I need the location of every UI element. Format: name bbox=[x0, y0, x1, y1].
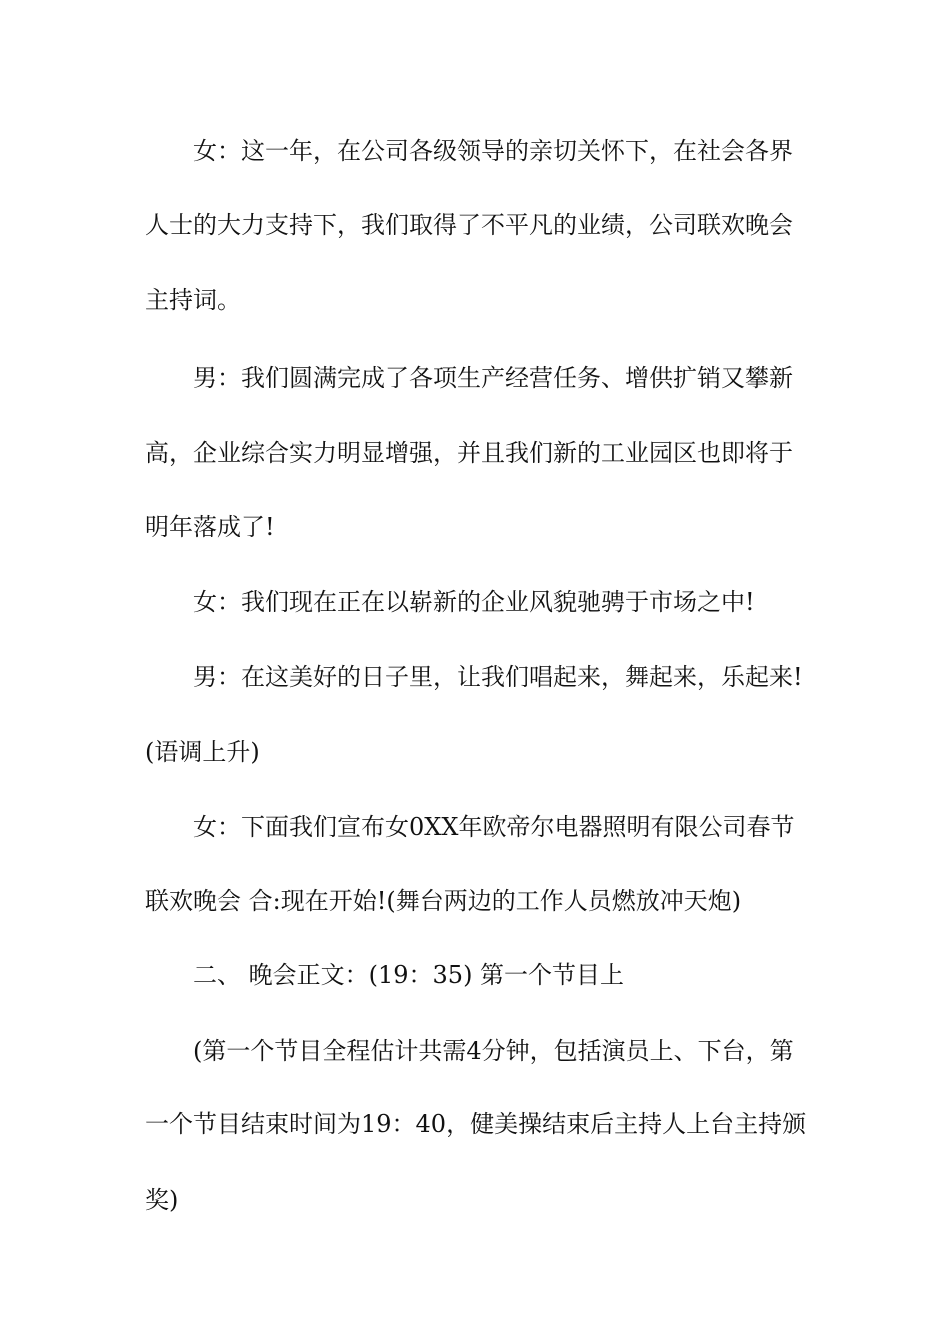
paragraph-line: 奖) bbox=[145, 1186, 179, 1214]
paragraph-line: 主持词。 bbox=[145, 286, 241, 314]
paragraph-line: 女：这一年，在公司各级领导的亲切关怀下，在社会各界 bbox=[193, 137, 793, 165]
paragraph-line: (语调上升) bbox=[145, 738, 260, 766]
paragraph-line: (第一个节目全程估计共需4分钟，包括演员上、下台，第 bbox=[193, 1037, 794, 1065]
paragraph-line: 人士的大力支持下，我们取得了不平凡的业绩，公司联欢晚会 bbox=[145, 211, 793, 239]
paragraph-line: 联欢晚会 合:现在开始!(舞台两边的工作人员燃放冲天炮) bbox=[145, 887, 742, 915]
paragraph-line: 一个节目结束时间为19：40，健美操结束后主持人上台主持颁 bbox=[145, 1110, 807, 1138]
paragraph-line: 男：我们圆满完成了各项生产经营任务、增供扩销又攀新 bbox=[193, 364, 793, 392]
paragraph-line: 女：我们现在正在以崭新的企业风貌驰骋于市场之中! bbox=[193, 588, 755, 616]
paragraph-line: 男：在这美好的日子里，让我们唱起来，舞起来，乐起来! bbox=[193, 663, 803, 691]
paragraph-line: 女：下面我们宣布女0XX年欧帝尔电器照明有限公司春节 bbox=[193, 813, 795, 841]
section-heading-line: 二、 晚会正文：(19：35) 第一个节目上 bbox=[193, 961, 625, 989]
paragraph-line: 明年落成了! bbox=[145, 513, 275, 541]
paragraph-line: 高，企业综合实力明显增强，并且我们新的工业园区也即将于 bbox=[145, 439, 793, 467]
